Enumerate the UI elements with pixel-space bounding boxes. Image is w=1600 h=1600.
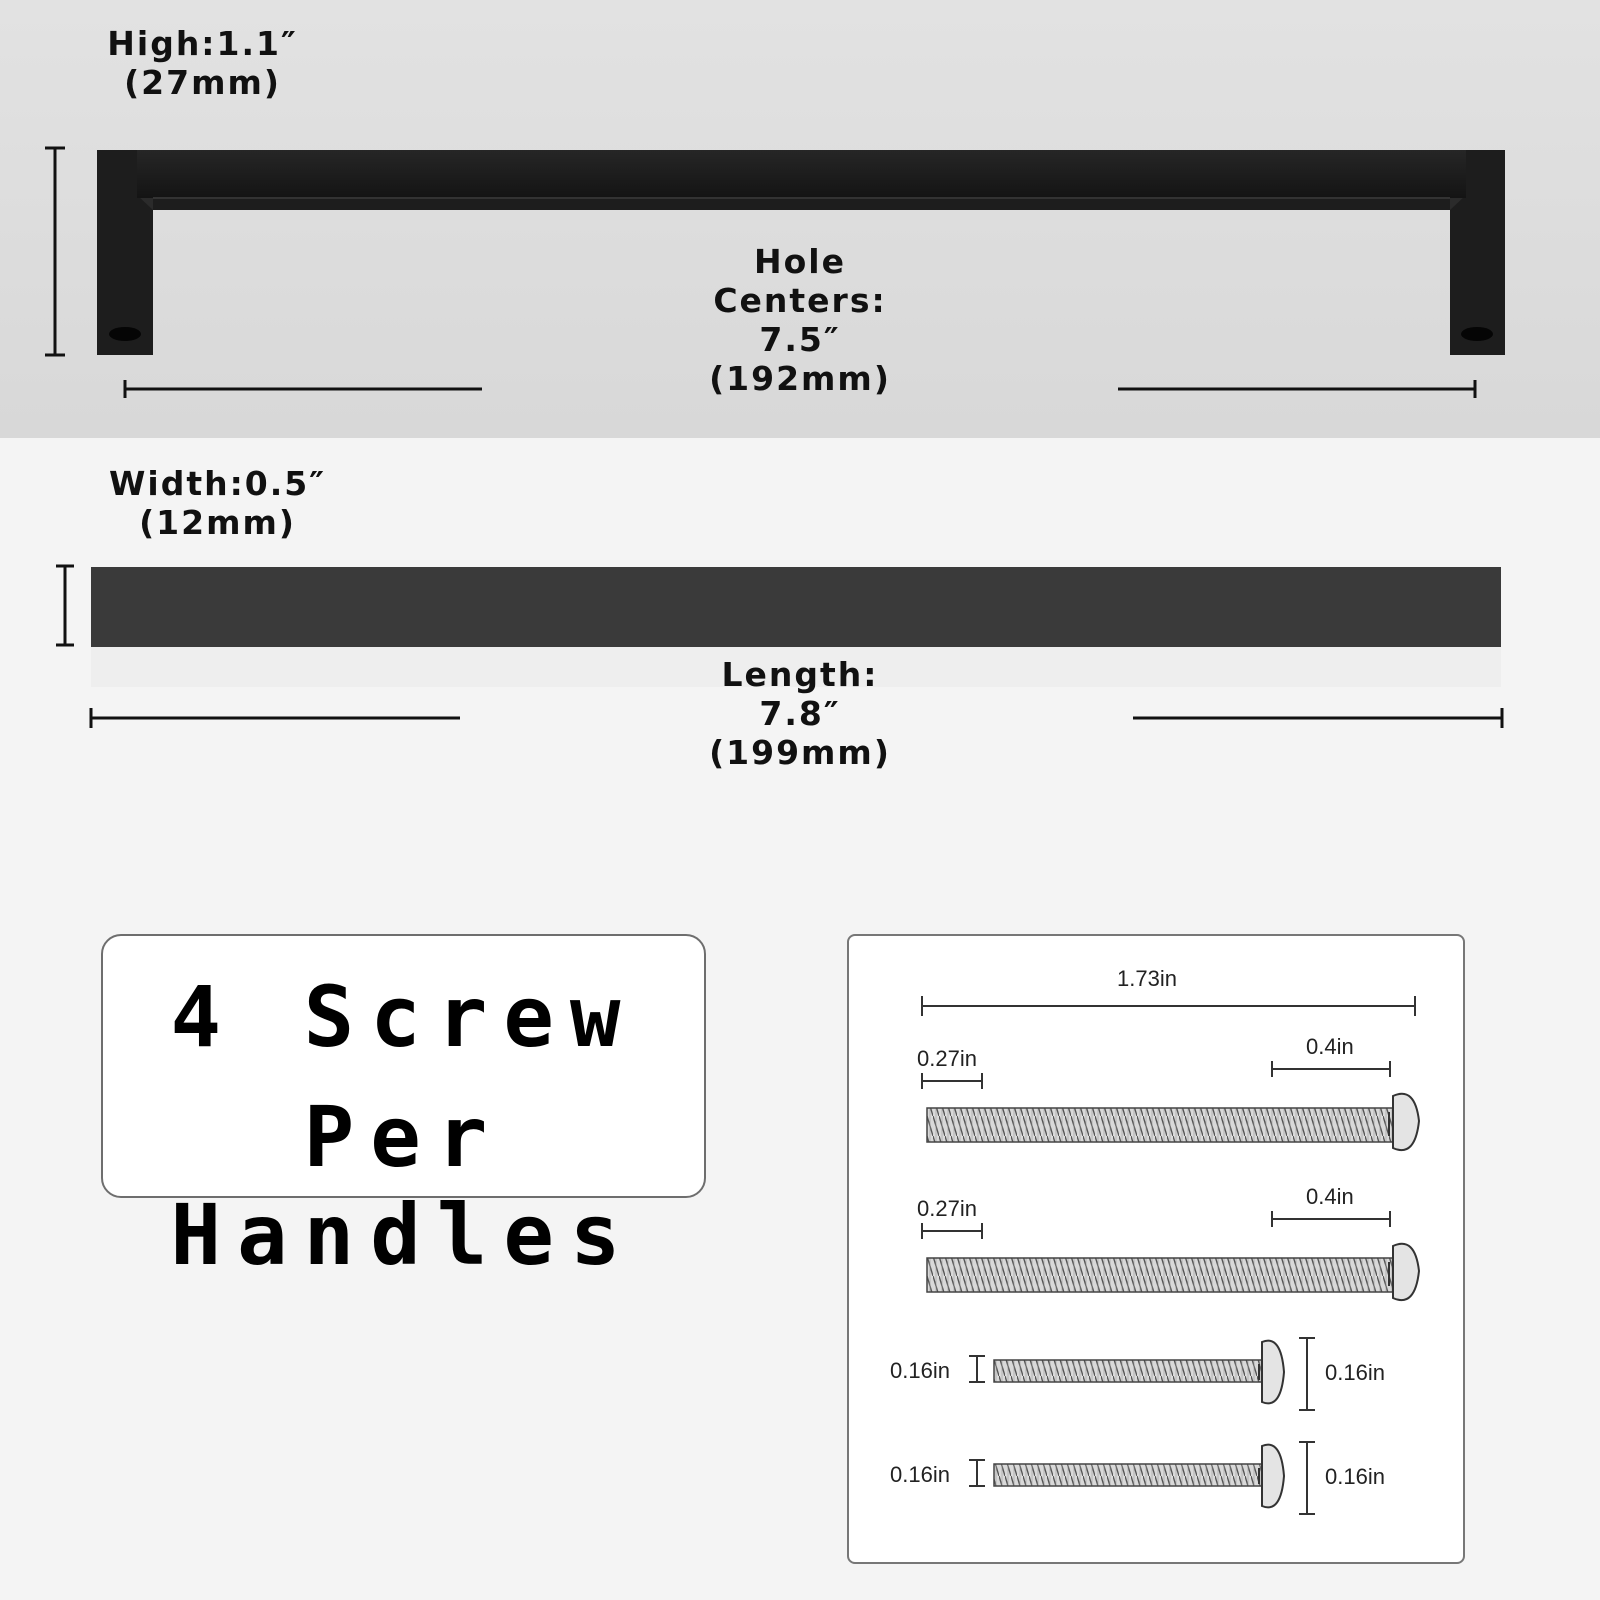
height-label (90, 24, 315, 102)
width-label (95, 464, 340, 542)
long-screw-2-head-label: 0.4in (1306, 1184, 1354, 1209)
short-screw-1-right-label: 0.16in (1325, 1360, 1385, 1385)
banner-line-2: Per Handles (170, 1088, 637, 1284)
length-title: Length: (721, 655, 879, 694)
left-mounting-hole (109, 327, 141, 341)
hole-centers-inches: 7.5″ (759, 320, 841, 359)
screw-count-banner (101, 934, 706, 1284)
long-screw-1-tip-label: 0.27in (917, 1046, 977, 1071)
length-inches: 7.8″ (759, 694, 841, 733)
length-label (680, 655, 920, 772)
length-mm: (199mm) (709, 733, 891, 772)
height-label-mm: (27mm) (124, 63, 281, 102)
width-label-mm: (12mm) (139, 503, 296, 542)
long-screw-2 (922, 1211, 1419, 1300)
hole-centers-title-1: Hole (754, 242, 846, 281)
long-screw-1 (922, 1061, 1419, 1150)
overall-length-line (922, 996, 1415, 1016)
long-screw-1-head-label: 0.4in (1306, 1034, 1354, 1059)
right-mounting-hole (1461, 327, 1493, 341)
short-screw-2-left-label: 0.16in (890, 1462, 950, 1487)
overall-length-label: 1.73in (1117, 966, 1177, 991)
width-label-inches: Width:0.5″ (108, 464, 326, 503)
hole-centers-title-2: Centers: (713, 281, 887, 320)
long-screw-2-tip-label: 0.27in (917, 1196, 977, 1221)
hole-centers-mm: (192mm) (709, 359, 891, 398)
short-screw-2 (969, 1442, 1315, 1514)
short-screw-1 (969, 1338, 1315, 1410)
short-screw-2-right-label: 0.16in (1325, 1464, 1385, 1489)
short-screw-1-left-label: 0.16in (890, 1358, 950, 1383)
banner-line-1: 4 Screw (170, 968, 637, 1066)
screw-dimensions-panel (847, 934, 1465, 1564)
hole-centers-label (680, 242, 920, 398)
height-label-inches: High:1.1″ (107, 24, 298, 63)
